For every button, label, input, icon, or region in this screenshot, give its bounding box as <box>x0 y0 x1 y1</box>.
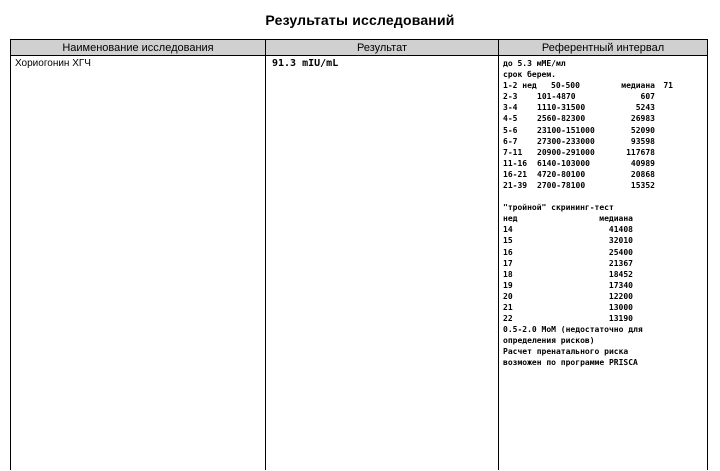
pregnancy-range: 20900-291000 <box>537 147 595 157</box>
test-name: Хориогонин ХГЧ <box>11 56 266 471</box>
screening-median: 17340 <box>608 280 633 290</box>
pregnancy-range: 23100-151000 <box>537 125 595 135</box>
results-table <box>10 39 708 470</box>
pregnancy-range: 6140-103000 <box>537 158 590 168</box>
pregnancy-row <box>503 125 704 136</box>
screening-week: 20 <box>503 291 513 301</box>
reference-line: до 5.3 мМЕ/мл <box>503 59 566 68</box>
column-header-result: Результат <box>266 40 499 56</box>
screening-week: 17 <box>503 258 513 268</box>
screening-median: 13190 <box>608 314 633 324</box>
screening-median-header: медиана <box>599 214 633 224</box>
pregnancy-row <box>503 147 704 158</box>
pregnancy-weeks: 16-21 <box>503 169 528 179</box>
screening-median: 18452 <box>608 269 633 279</box>
screening-median: 12200 <box>608 291 633 301</box>
pregnancy-median: 71 <box>663 81 673 91</box>
screening-median: 41408 <box>608 225 633 235</box>
table-header-row <box>11 40 708 56</box>
test-result: 91.3 mIU/mL <box>266 56 499 471</box>
reference-note-line: Расчет пренатального риска <box>503 347 629 357</box>
screening-row <box>503 302 704 313</box>
reference-note-line: 0.5-2.0 МоМ (недостаточно для <box>503 325 643 335</box>
pregnancy-range: 101-4870 <box>537 92 576 102</box>
pregnancy-median: 93598 <box>630 136 655 146</box>
screening-row <box>503 313 704 324</box>
pregnancy-median: 52090 <box>630 125 655 135</box>
pregnancy-median: 607 <box>640 92 655 102</box>
pregnancy-median: 20868 <box>630 169 655 179</box>
pregnancy-weeks: 6-7 <box>503 136 518 146</box>
column-header-reference: Референтный интервал <box>499 40 708 56</box>
screening-median: 13000 <box>608 302 633 312</box>
screening-median: 25400 <box>608 247 633 257</box>
pregnancy-weeks: 1-2 нед <box>503 81 537 91</box>
screening-row <box>503 247 704 258</box>
pregnancy-range: 2560-82300 <box>537 114 586 124</box>
pregnancy-weeks: 5-6 <box>503 125 518 135</box>
reference-note-line: возможен по программе PRISCA <box>503 358 638 368</box>
screening-median: 21367 <box>608 258 633 268</box>
reference-note-line: определения рисков) <box>503 336 595 346</box>
screening-header <box>503 213 704 224</box>
screening-row <box>503 280 704 291</box>
reference-interval <box>499 56 708 471</box>
screening-row <box>503 258 704 269</box>
screening-week: 19 <box>503 280 513 290</box>
screening-week: 18 <box>503 269 513 279</box>
pregnancy-row <box>503 136 704 147</box>
screening-title: "тройной" скрининг-тест <box>503 203 614 213</box>
screening-week: 16 <box>503 247 513 257</box>
pregnancy-row <box>503 180 704 191</box>
pregnancy-row <box>503 102 704 113</box>
pregnancy-weeks: 2-3 <box>503 92 518 102</box>
reference-line: срок берем. <box>503 70 556 80</box>
pregnancy-median: 15352 <box>630 181 655 191</box>
screening-week-header: нед <box>503 214 518 224</box>
column-header-name: Наименование исследования <box>11 40 266 56</box>
pregnancy-row <box>503 169 704 180</box>
pregnancy-median: 117678 <box>626 147 655 157</box>
screening-row <box>503 224 704 235</box>
pregnancy-median: 26983 <box>630 114 655 124</box>
pregnancy-range: 2700-78100 <box>537 181 586 191</box>
pregnancy-weeks: 4-5 <box>503 114 518 124</box>
pregnancy-median: 5243 <box>635 103 655 113</box>
pregnancy-weeks: 7-11 <box>503 147 523 157</box>
pregnancy-row <box>503 91 704 102</box>
page-title: Результаты исследований <box>265 12 455 28</box>
screening-median: 32010 <box>608 236 633 246</box>
pregnancy-weeks: 11-16 <box>503 158 528 168</box>
screening-week: 15 <box>503 236 513 246</box>
pregnancy-range: 27300-233000 <box>537 136 595 146</box>
pregnancy-range: 1110-31500 <box>537 103 586 113</box>
pregnancy-median: 40989 <box>630 158 655 168</box>
pregnancy-row <box>503 80 704 91</box>
screening-row <box>503 235 704 246</box>
screening-row <box>503 269 704 280</box>
pregnancy-weeks: 21-39 <box>503 181 528 191</box>
median-label: медиана <box>621 81 655 91</box>
screening-week: 22 <box>503 314 513 324</box>
table-row <box>11 56 708 471</box>
screening-week: 21 <box>503 302 513 312</box>
pregnancy-weeks: 3-4 <box>503 103 518 113</box>
screening-week: 14 <box>503 225 513 235</box>
screening-row <box>503 291 704 302</box>
pregnancy-row <box>503 113 704 124</box>
pregnancy-range: 4720-80100 <box>537 169 586 179</box>
pregnancy-row <box>503 158 704 169</box>
pregnancy-range: 50-500 <box>551 81 580 91</box>
